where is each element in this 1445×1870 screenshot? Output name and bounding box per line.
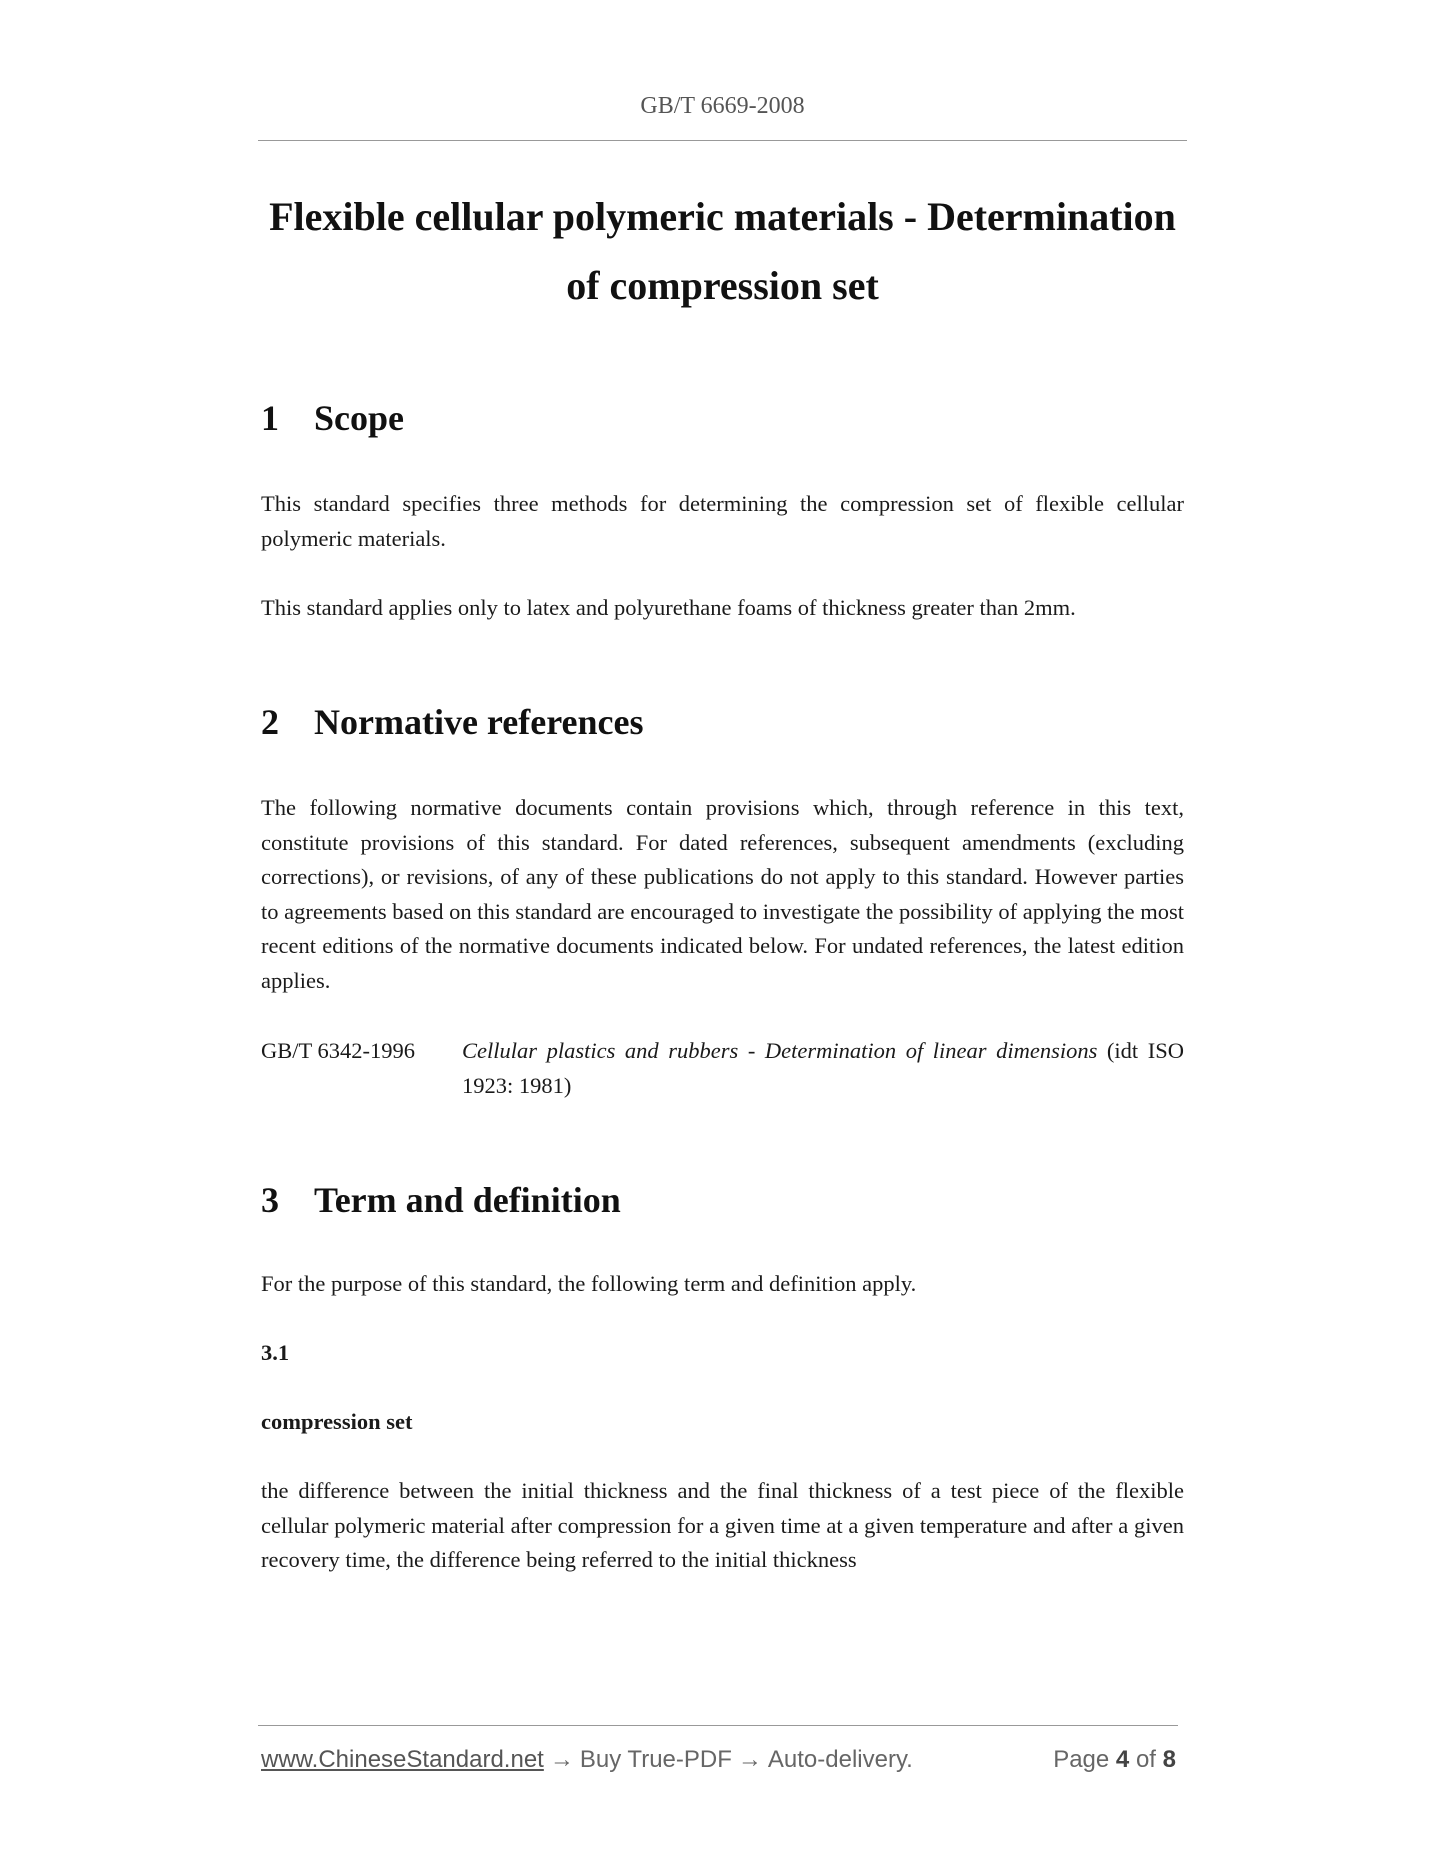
current-page-number: 4 — [1115, 1746, 1130, 1773]
section-heading-scope — [261, 397, 404, 439]
section-title: Normative references — [314, 702, 644, 742]
scope-paragraph-2: This standard applies only to latex and polyurethane foams of thickness greater than 2mm. — [261, 595, 1076, 620]
reference-description — [462, 1034, 1184, 1103]
auto-delivery-text: Auto-delivery. — [767, 1746, 913, 1773]
document-title — [258, 182, 1187, 320]
arrow-right-icon: → — [549, 1746, 574, 1773]
normative-references-paragraph: The following normative documents contain provisions which, through reference in this text, constitute provisions of this standard. For dated references, subsequent amendments (excluding corrections), or revisions, of any of these publications do not apply to this standard. However parties to agreements based on this standard are encouraged to investigate the possibility of applying the most recent editions of the normative documents indicated below. For undated references, the latest edition applies. — [261, 795, 1184, 993]
buy-true-pdf-text: Buy True-PDF — [579, 1746, 732, 1773]
term-number: 3.1 — [261, 1340, 290, 1365]
reference-code: GB/T 6342-1996 — [261, 1038, 415, 1063]
term-definition: the difference between the initial thickness and the final thickness of a test piece of the flexible cellular polymeric material after compression for a given time at a given temperature and after a given recovery time, the difference being referred to the initial thickness — [261, 1478, 1184, 1572]
section-number: 2 — [261, 702, 279, 742]
scope-paragraph-1: This standard specifies three methods for determining the compression set of flexible cellular polymeric materials. — [261, 491, 1184, 551]
total-page-number: 8 — [1162, 1746, 1176, 1773]
running-header: GB/T 6669-2008 — [640, 93, 805, 119]
document-title-line-2: of compression set — [566, 263, 879, 308]
reference-title: Cellular plastics and rubbers - Determination of linear dimensions — [462, 1038, 1098, 1063]
website-link[interactable]: www.ChineseStandard.net — [261, 1746, 544, 1773]
document-title-line-1: Flexible cellular polymeric materials - Determination — [269, 194, 1176, 239]
footer-divider — [258, 1725, 1178, 1726]
section-heading-term-and-definition — [261, 1179, 621, 1221]
section-title: Scope — [314, 398, 404, 438]
of-label: of — [1135, 1746, 1156, 1773]
arrow-right-icon: → — [737, 1746, 762, 1773]
reference-note: (idt ISO 1923: 1981) — [462, 1038, 1185, 1098]
section-heading-normative-references — [261, 701, 644, 743]
section-title: Term and definition — [314, 1180, 621, 1220]
section-number: 3 — [261, 1180, 279, 1220]
section-number: 1 — [261, 398, 279, 438]
page-footer — [261, 1746, 1176, 1774]
header-divider — [258, 140, 1187, 141]
page-label: Page — [1053, 1746, 1110, 1773]
terms-paragraph: For the purpose of this standard, the following term and definition apply. — [261, 1271, 917, 1296]
page-indicator — [1053, 1746, 1176, 1774]
term-name: compression set — [261, 1409, 413, 1434]
